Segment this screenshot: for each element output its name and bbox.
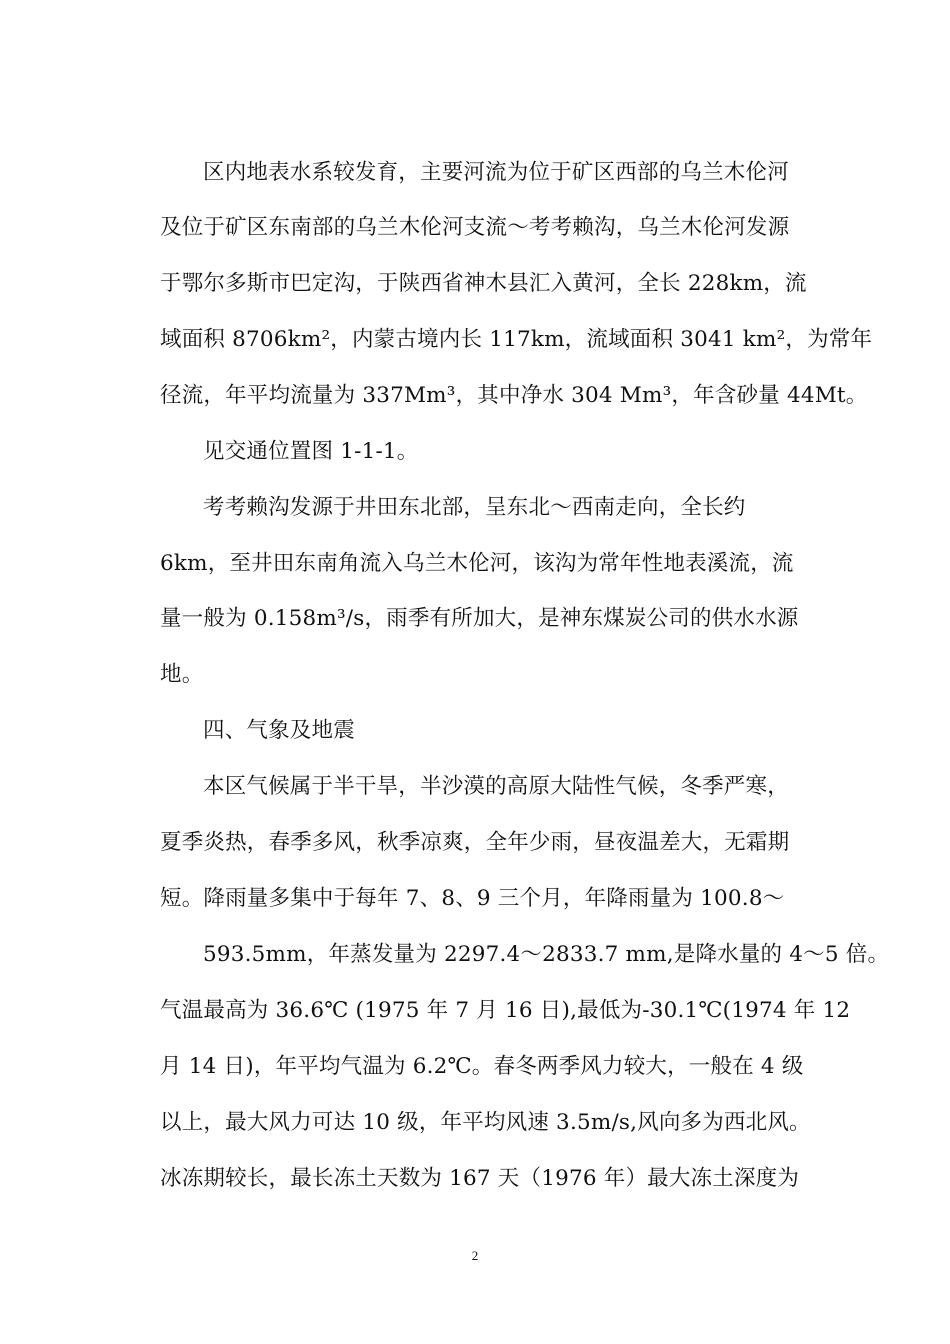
text-line: 本区气候属于半干旱，半沙漠的高原大陆性气候，冬季严寒，	[203, 774, 789, 799]
text-line: 区内地表水系较发育，主要河流为位于矿区西部的乌兰木伦河	[203, 160, 789, 185]
text-line: 量一般为 0.158m³/s，雨季有所加大，是神东煤炭公司的供水水源	[160, 606, 799, 631]
text-line: 域面积 8706km²，内蒙古境内长 117km，流域面积 3041 km²，为常年	[160, 327, 873, 352]
text-line: 593.5mm，年蒸发量为 2297.4～2833.7 mm,是降水量的 4～5 倍。	[203, 942, 890, 967]
text-line: 夏季炎热，春季多风，秋季凉爽，全年少雨，昼夜温差大，无霜期	[160, 830, 790, 855]
text-line: 短。降雨量多集中于每年 7、8、9 三个月，年降雨量为 100.8～	[160, 886, 785, 911]
text-line: 见交通位置图 1-1-1。	[203, 439, 419, 464]
text-line: 于鄂尔多斯市巴定沟，于陕西省神木县汇入黄河，全长 228km，流	[160, 271, 807, 296]
text-line: 径流，年平均流量为 337Mm³，其中净水 304 Mm³，年含砂量 44Mt。	[160, 383, 868, 408]
text-line: 气温最高为 36.6℃ (1975 年 7 月 16 日),最低为-30.1℃(1974 年 12	[160, 998, 851, 1023]
section-heading: 四、气象及地震	[203, 718, 355, 743]
text-line: 及位于矿区东南部的乌兰木伦河支流～考考赖沟，乌兰木伦河发源	[160, 215, 790, 240]
text-line: 考考赖沟发源于井田东北部，呈东北～西南走向，全长约	[203, 495, 746, 520]
text-line: 月 14 日)，年平均气温为 6.2℃。春冬两季风力较大，一般在 4 级	[160, 1054, 804, 1079]
text-line: 以上，最大风力可达 10 级，年平均风速 3.5m/s,风向多为西北风。	[160, 1110, 811, 1135]
text-line: 地。	[160, 662, 204, 687]
text-line: 冰冻期较长，最长冻土天数为 167 天（1976 年）最大冻土深度为	[160, 1166, 800, 1191]
page-number: 2	[471, 1248, 479, 1263]
text-line: 6km，至井田东南角流入乌兰木伦河，该沟为常年性地表溪流，流	[160, 551, 794, 576]
